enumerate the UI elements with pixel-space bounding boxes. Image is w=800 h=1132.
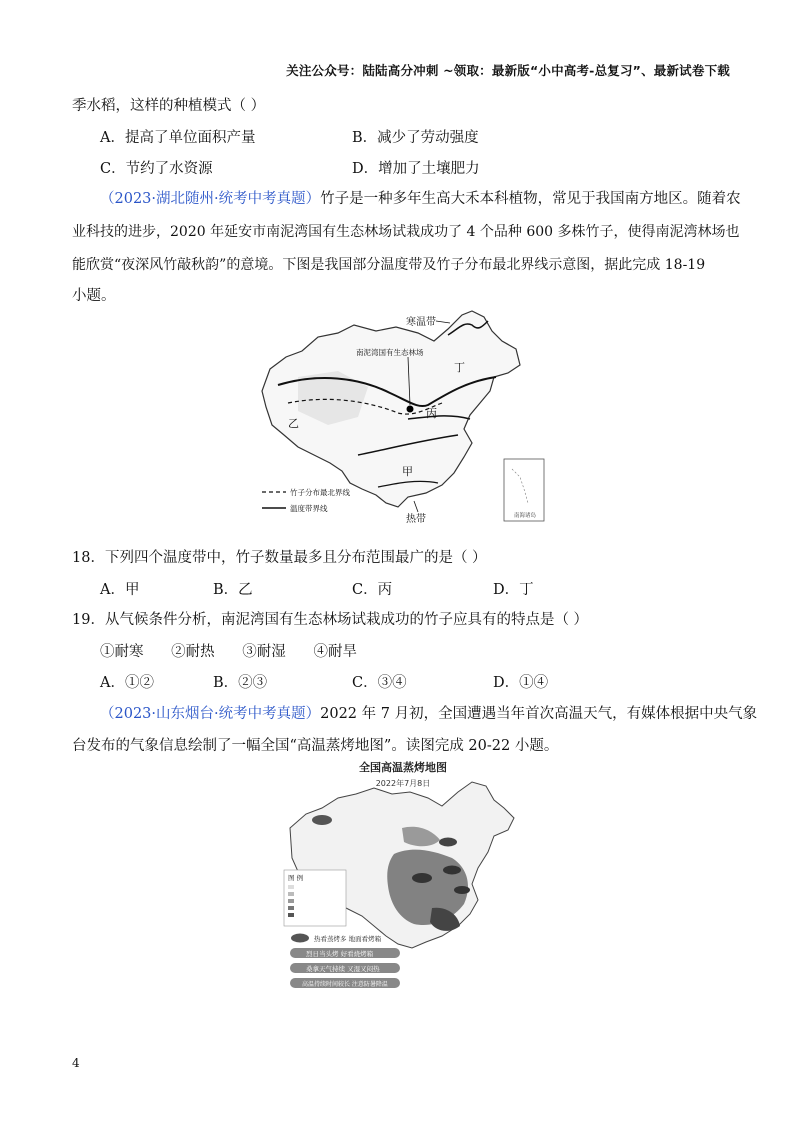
label-forest-farm: 南泥湾国有生态林场 (356, 348, 424, 357)
label-zone-ding: 丁 (454, 361, 465, 374)
passage1-line3: 能欣赏“夜深风竹敲秋韵”的意境。下图是我国部分温度带及竹子分布最北界线示意图，据此完成 18-19 (72, 257, 706, 273)
passage1-line2: 业科技的进步，2020 年延安市南泥湾国有生态林场试栽成功了 4 个品种 600 多株竹子，使得南泥湾林场也 (72, 224, 740, 240)
q18-option-b[interactable]: B．乙 (213, 582, 253, 598)
passage2-line2: 台发布的气象信息绘制了一幅全国“高温蒸烤地图”。读图完成 20-22 小题。 (72, 738, 559, 754)
heat-marker-northwest (312, 815, 332, 825)
label-zone-yi: 乙 (288, 417, 299, 430)
q18-stem: 18．下列四个温度带中，竹子数量最多且分布范围最广的是（ ） (72, 550, 487, 566)
prev-option-a[interactable]: A．提高了单位面积产量 (100, 130, 256, 146)
legend-zone-boundary: 温度带界线 (290, 504, 328, 513)
label-tropical-zone: 热带 (406, 514, 426, 525)
heat-marker-southeast (454, 886, 470, 894)
passage1-text1: 竹子是一种多年生高大禾本科植物，常见于我国南方地区。随着农 (320, 191, 741, 207)
label-zone-jia: 甲 (402, 465, 413, 478)
page-number: 4 (72, 1056, 80, 1070)
heat-wave-map (282, 758, 524, 1002)
label-cold-zone: 寒温带 (406, 317, 436, 328)
q19-option-a[interactable]: A．①② (100, 675, 154, 691)
prev-option-d[interactable]: D．增加了土壤肥力 (352, 161, 480, 177)
map2-legend-title: 图 例 (288, 874, 304, 882)
q19-option-c[interactable]: C．③④ (352, 675, 407, 691)
map2-legend-row2: 烈日当头烤 好看烧烤箱 (306, 950, 374, 958)
q19-stem: 19．从气候条件分析，南泥湾国有生态林场试栽成功的竹子应具有的特点是（ ） (72, 612, 589, 628)
prev-option-c[interactable]: C．节约了水资源 (100, 161, 213, 177)
heat-marker-north (439, 838, 457, 847)
heat-marker-central (412, 873, 432, 883)
legend-icon-1 (291, 934, 309, 943)
prev-option-b[interactable]: B．减少了劳动强度 (352, 130, 479, 146)
passage2-text1: 2022 年 7 月初，全国遭遇当年首次高温天气，有媒体根据中央气象 (320, 706, 758, 722)
header-note: 关注公众号：陆陆高分冲刺 ~领取：最新版“小中高考-总复习”、最新试卷下载 (286, 63, 730, 78)
map2-legend-row4: 高温持续时间较长 注意防暑降温 (302, 981, 388, 988)
intro-line: 季水稻，这样的种植模式（ ） (72, 98, 266, 114)
passage1-source: （2023·湖北随州·统考中考真题） (100, 191, 321, 207)
inset-label: 南海诸岛 (514, 513, 537, 519)
q18-option-a[interactable]: A．甲 (100, 582, 140, 598)
q19-items: ①耐寒 ②耐热 ③耐湿 ④耐旱 (100, 644, 357, 660)
q19-option-b[interactable]: B．②③ (213, 675, 268, 691)
q18-option-c[interactable]: C．丙 (352, 582, 393, 598)
passage1-line4: 小题。 (72, 288, 116, 304)
heat-map-date: 2022年7月8日 (375, 779, 431, 788)
map2-legend-row1: 热看蒸烤多 地面看烤箱 (314, 935, 382, 943)
passage2-source: （2023·山东烟台·统考中考真题） (100, 706, 321, 722)
legend-bamboo-limit: 竹子分布最北界线 (290, 488, 350, 497)
temperature-zone-map (258, 307, 548, 529)
q19-option-d[interactable]: D．①④ (493, 675, 549, 691)
heat-marker-east (443, 866, 461, 875)
map2-legend-row3: 桑拿天气持续 又湿又闷热 (306, 965, 380, 973)
q18-option-d[interactable]: D．丁 (493, 582, 534, 598)
heat-map-title: 全国高温蒸烤地图 (359, 761, 447, 774)
passage2-line1 (100, 704, 758, 724)
label-zone-bing: 丙 (426, 407, 437, 420)
passage1-line1 (100, 189, 740, 209)
